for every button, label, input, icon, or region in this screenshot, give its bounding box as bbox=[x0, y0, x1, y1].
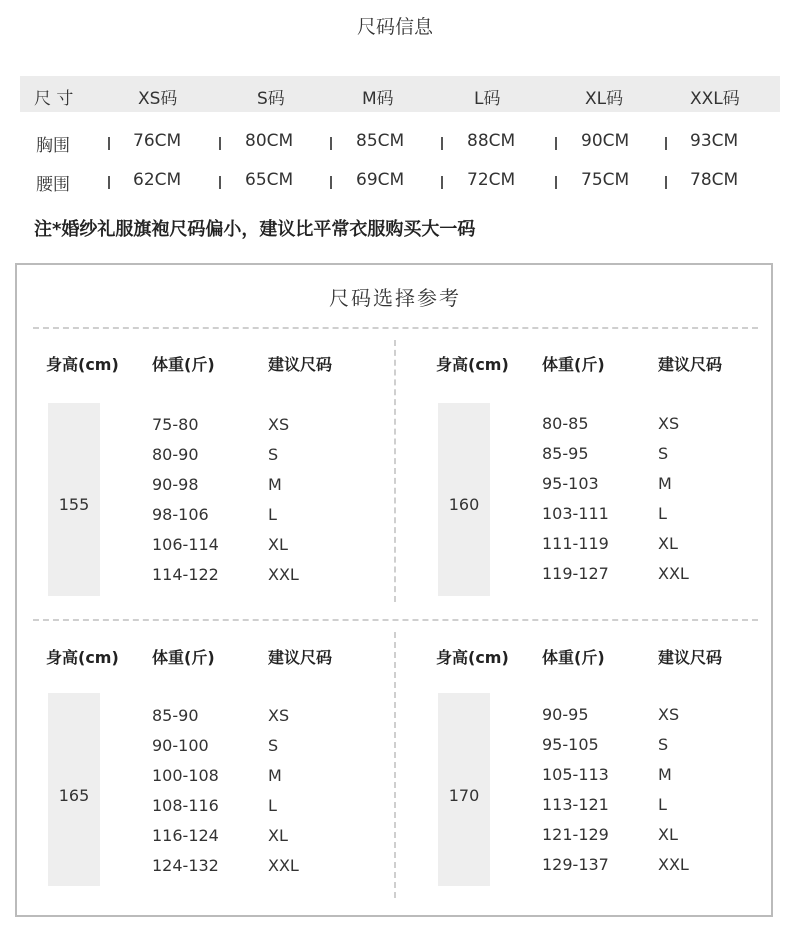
weight-range: 119-127 bbox=[542, 564, 609, 583]
bust-value: 90CM bbox=[581, 131, 630, 151]
weight-range: 98-106 bbox=[152, 505, 209, 524]
row-label-waist: 腰围 bbox=[36, 175, 70, 195]
divider-middle bbox=[33, 619, 758, 621]
weight-range: 124-132 bbox=[152, 856, 219, 875]
height-value: 165 bbox=[58, 786, 90, 805]
size-recommendation: S bbox=[658, 444, 669, 463]
weight-range: 111-119 bbox=[542, 534, 609, 553]
weight-range: 90-98 bbox=[152, 475, 199, 494]
divider-vertical-lower bbox=[394, 632, 396, 898]
size-header-xs: XS码 bbox=[138, 89, 178, 109]
waist-value: 69CM bbox=[356, 170, 405, 190]
size-recommendation: XS bbox=[658, 414, 680, 433]
row-separator bbox=[665, 176, 667, 189]
size-recommendation: XXL bbox=[268, 856, 299, 875]
weight-range: 129-137 bbox=[542, 855, 609, 874]
header-height: 身高(cm) bbox=[46, 648, 119, 667]
size-header-l: L码 bbox=[474, 89, 501, 109]
weight-range: 106-114 bbox=[152, 535, 219, 554]
weight-range: 100-108 bbox=[152, 766, 219, 785]
weight-range: 95-103 bbox=[542, 474, 599, 493]
size-recommendation: XXL bbox=[268, 565, 299, 584]
header-size: 建议尺码 bbox=[268, 355, 333, 374]
size-recommendation: XL bbox=[658, 825, 678, 844]
size-recommendation: S bbox=[268, 445, 279, 464]
row-separator bbox=[555, 176, 557, 189]
header-height: 身高(cm) bbox=[436, 648, 509, 667]
waist-value: 62CM bbox=[133, 170, 182, 190]
weight-range: 105-113 bbox=[542, 765, 609, 784]
bust-value: 85CM bbox=[356, 131, 405, 151]
waist-value: 65CM bbox=[245, 170, 294, 190]
row-separator bbox=[108, 176, 110, 189]
height-value: 160 bbox=[448, 495, 480, 514]
size-recommendation: XXL bbox=[658, 855, 689, 874]
weight-range: 90-95 bbox=[542, 705, 589, 724]
weight-range: 116-124 bbox=[152, 826, 219, 845]
header-size: 建议尺码 bbox=[268, 648, 333, 667]
header-size: 建议尺码 bbox=[658, 355, 723, 374]
size-recommendation: L bbox=[268, 796, 277, 815]
waist-value: 72CM bbox=[467, 170, 516, 190]
weight-range: 95-105 bbox=[542, 735, 599, 754]
weight-range: 75-80 bbox=[152, 415, 199, 434]
row-separator bbox=[441, 176, 443, 189]
header-size: 建议尺码 bbox=[658, 648, 723, 667]
header-weight: 体重(斤) bbox=[542, 648, 605, 667]
header-height: 身高(cm) bbox=[436, 355, 509, 374]
weight-range: 90-100 bbox=[152, 736, 209, 755]
page-title: 尺码信息 bbox=[356, 16, 433, 38]
header-height: 身高(cm) bbox=[46, 355, 119, 374]
weight-range: 80-90 bbox=[152, 445, 199, 464]
size-recommendation: M bbox=[658, 474, 672, 493]
header-weight: 体重(斤) bbox=[542, 355, 605, 374]
size-recommendation: XS bbox=[268, 415, 290, 434]
row-separator bbox=[555, 137, 557, 150]
size-note: 注*婚纱礼服旗袍尺码偏小，建议比平常衣服购买大一码 bbox=[34, 219, 476, 240]
weight-range: 85-90 bbox=[152, 706, 199, 725]
waist-value: 75CM bbox=[581, 170, 630, 190]
weight-range: 103-111 bbox=[542, 504, 609, 523]
size-recommendation: XS bbox=[658, 705, 680, 724]
row-separator bbox=[219, 176, 221, 189]
row-label-bust: 胸围 bbox=[36, 136, 70, 156]
reference-title: 尺码选择参考 bbox=[329, 286, 461, 310]
size-recommendation: XS bbox=[268, 706, 290, 725]
row-separator bbox=[441, 137, 443, 150]
size-recommendation: L bbox=[658, 504, 667, 523]
row-separator bbox=[330, 137, 332, 150]
size-recommendation: M bbox=[658, 765, 672, 784]
size-recommendation: M bbox=[268, 766, 282, 785]
bust-value: 93CM bbox=[690, 131, 739, 151]
size-header-band bbox=[20, 76, 780, 112]
size-recommendation: XL bbox=[658, 534, 678, 553]
height-value: 170 bbox=[448, 786, 480, 805]
size-header-s: S码 bbox=[257, 89, 285, 109]
size-recommendation: L bbox=[658, 795, 667, 814]
size-header-m: M码 bbox=[362, 89, 394, 109]
waist-value: 78CM bbox=[690, 170, 739, 190]
header-weight: 体重(斤) bbox=[152, 648, 215, 667]
weight-range: 121-129 bbox=[542, 825, 609, 844]
bust-value: 76CM bbox=[133, 131, 182, 151]
divider-vertical-upper bbox=[394, 340, 396, 602]
row-separator bbox=[219, 137, 221, 150]
size-header-xxl: XXL码 bbox=[690, 89, 740, 109]
size-recommendation: XXL bbox=[658, 564, 689, 583]
size-recommendation: XL bbox=[268, 826, 288, 845]
header-weight: 体重(斤) bbox=[152, 355, 215, 374]
bust-value: 88CM bbox=[467, 131, 516, 151]
weight-range: 80-85 bbox=[542, 414, 589, 433]
weight-range: 108-116 bbox=[152, 796, 219, 815]
weight-range: 85-95 bbox=[542, 444, 589, 463]
weight-range: 114-122 bbox=[152, 565, 219, 584]
row-separator bbox=[665, 137, 667, 150]
size-header-xl: XL码 bbox=[585, 89, 624, 109]
row-separator bbox=[108, 137, 110, 150]
row-separator bbox=[330, 176, 332, 189]
divider-top bbox=[33, 327, 758, 329]
size-recommendation: L bbox=[268, 505, 277, 524]
size-recommendation: S bbox=[268, 736, 279, 755]
size-recommendation: M bbox=[268, 475, 282, 494]
size-header-label: 尺 寸 bbox=[34, 89, 74, 109]
bust-value: 80CM bbox=[245, 131, 294, 151]
size-recommendation: S bbox=[658, 735, 669, 754]
weight-range: 113-121 bbox=[542, 795, 609, 814]
height-value: 155 bbox=[58, 495, 90, 514]
size-recommendation: XL bbox=[268, 535, 288, 554]
